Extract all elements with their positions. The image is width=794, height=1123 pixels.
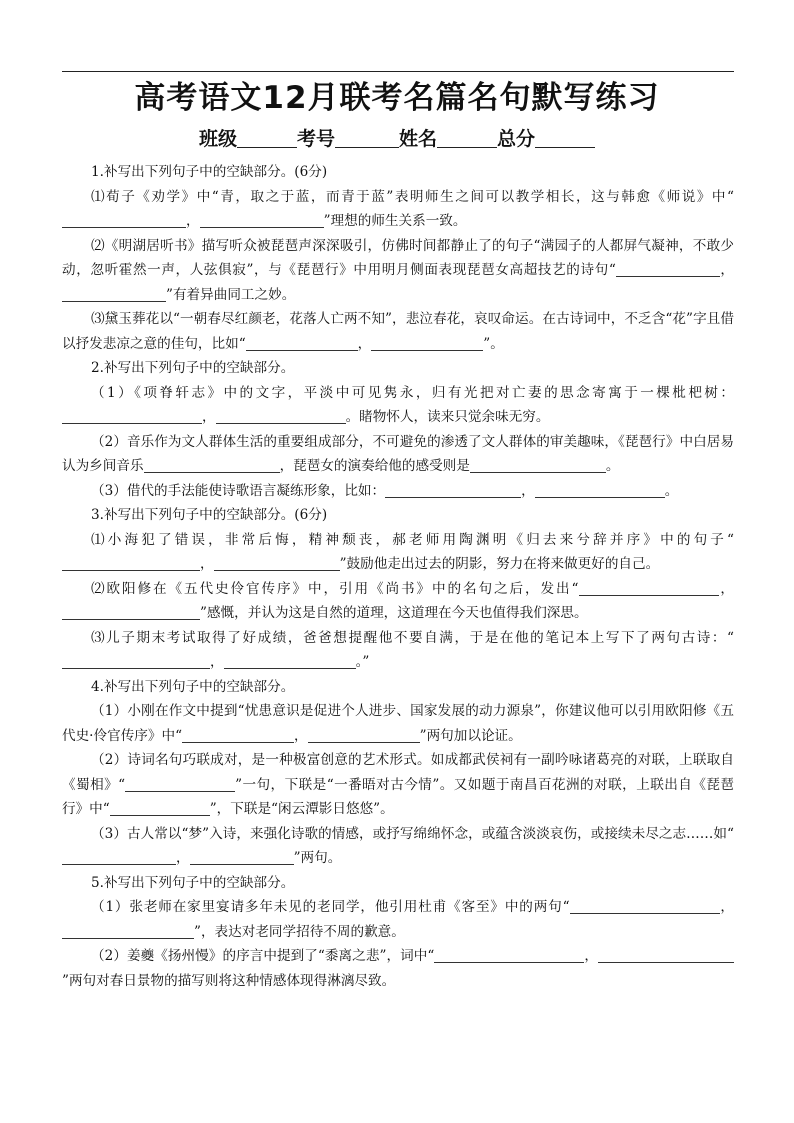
item-text: ， — [176, 850, 190, 866]
answer-blank[interactable] — [62, 554, 200, 571]
question-1-item-2 — [62, 234, 734, 308]
item-text: ⑶黛玉葬花以“一朝春尽红颜老，花落人亡两不知”，悲泣春花，哀叹命运。在古诗词中，不乏含“花”字且借以抒发悲凉之意的佳句，比如“ — [62, 311, 734, 352]
item-text: ， — [202, 409, 216, 425]
item-text: ”理想的师生关系一致。 — [323, 213, 467, 229]
answer-blank[interactable] — [62, 211, 186, 228]
item-text: 。 — [664, 482, 679, 499]
item-text: ， — [719, 899, 734, 915]
question-3-heading: 3.补写出下列句子中的空缺部分。(6分) — [91, 507, 328, 523]
answer-blank[interactable] — [616, 260, 720, 277]
question-2-heading: 2.补写出下列句子中的空缺部分。 — [91, 360, 295, 376]
item-text: ， — [718, 580, 735, 597]
class-label: 班级 — [198, 128, 237, 150]
item-text: （2）姜夔《扬州慢》的序言中提到了“黍离之悲”，词中“ — [91, 948, 435, 964]
question-3-item-3 — [62, 626, 734, 675]
item-text: ， — [200, 556, 214, 572]
question-5-item-2 — [62, 944, 734, 993]
answer-blank[interactable] — [214, 554, 340, 571]
item-text: ， — [294, 727, 308, 744]
top-rule — [62, 71, 734, 72]
question-4-item-3 — [62, 822, 734, 871]
question-2-item-2 — [62, 430, 734, 479]
item-text: ”，下联是“闲云潭影日悠悠”。 — [209, 801, 394, 817]
item-text: ⑵《明湖居听书》描写听众被琵琶声深深吸引，仿佛时间都静止了的句子“满园子的人都屏气凝神，不敢少动，忽听霍然一声，人弦俱寂”，与《琵琶行》中用明月侧面表现琵琶女高超技艺的诗句“ — [62, 237, 734, 278]
question-1-item-1 — [62, 185, 734, 234]
item-text: ”两句加以论证。 — [419, 727, 522, 744]
answer-blank[interactable] — [125, 775, 235, 792]
item-text: （1）《项脊轩志》中的文字，平淡中可见隽永，归有光把对亡妻的思念寄寓于一棵枇杷树： — [91, 384, 734, 401]
item-text: （3）借代的手法能使诗歌语言凝练形象，比如： — [91, 482, 386, 499]
item-text: （2）诗词名句巧联成对，是一种极富创意的艺术形式。如成都武侯祠有一副吟咏诸葛亮的对联，上联取自《蜀相》“ — [62, 752, 734, 793]
answer-blank[interactable] — [535, 481, 665, 498]
item-text: ⑴荀子《劝学》中“青，取之于蓝，而青于蓝”表明师生之间可以教学相长，这与韩愈《师说》中“ — [91, 188, 734, 205]
name-label: 姓名 — [399, 128, 438, 150]
item-text: ”。 — [483, 335, 504, 352]
answer-blank[interactable] — [308, 726, 420, 743]
item-text: 。” — [355, 654, 370, 670]
answer-blank[interactable] — [182, 726, 294, 743]
question-4-item-2 — [62, 748, 734, 822]
answer-blank[interactable] — [110, 799, 210, 816]
answer-blank[interactable] — [246, 334, 358, 351]
question-1-heading: 1.补写出下列句子中的空缺部分。(6分) — [91, 164, 328, 180]
answer-blank[interactable] — [62, 285, 166, 302]
exercise-content — [62, 160, 734, 993]
item-text: ”有着异曲同工之妙。 — [166, 286, 296, 303]
item-text: ， — [357, 335, 372, 352]
answer-blank[interactable] — [570, 897, 720, 914]
item-text: ⑴小海犯了错误，非常后悔，精神颓丧，郝老师用陶渊明《归去来兮辞并序》中的句子“ — [91, 531, 734, 548]
answer-blank[interactable] — [62, 922, 194, 939]
answer-blank[interactable] — [470, 456, 606, 473]
item-text: ”鼓励他走出过去的阴影，努力在将来做更好的自己。 — [339, 556, 660, 572]
question-5-item-1 — [62, 895, 734, 944]
item-text: （2）音乐作为文人群体生活的重要组成部分，不可避免的渗透了文人群体的审美趣味，《琵琶行》中白居易认为乡间音乐 — [62, 433, 734, 474]
question-3-item-2 — [62, 577, 734, 626]
answer-blank[interactable] — [224, 652, 356, 669]
item-text: ， — [719, 262, 735, 278]
item-text: ⑵欧阳修在《五代史伶官传序》中，引用《尚书》中的名句之后，发出“ — [91, 580, 579, 597]
total-blank[interactable] — [535, 127, 595, 148]
item-text: ， — [186, 213, 200, 229]
item-text: ”一句，下联是“一番晤对古今情”。又如题于南昌百花洲的对联，上联出自《琵琶行》中“ — [62, 776, 734, 817]
question-5-heading: 5.补写出下列句子中的空缺部分。 — [91, 874, 295, 891]
item-text: ，琵琶女的演奏给他的感受则是 — [279, 458, 470, 474]
item-text: （1）张老师在家里宴请多年未见的老同学，他引用杜甫《客至》中的两句“ — [91, 899, 570, 915]
answer-blank[interactable] — [385, 481, 521, 498]
item-text: ， — [210, 654, 224, 670]
item-text: ⑶儿子期末考试取得了好成绩，爸爸想提醒他不要自满，于是在他的笔记本上写下了两句古诗：“ — [91, 629, 734, 646]
question-3-item-1 — [62, 528, 734, 577]
question-4-heading: 4.补写出下列句子中的空缺部分。 — [91, 678, 295, 695]
name-blank[interactable] — [437, 127, 497, 148]
question-1-item-3 — [62, 307, 734, 356]
item-text: ”两句对春日景物的描写则将这种情感体现得淋漓尽致。 — [62, 972, 396, 989]
exam-no-blank[interactable] — [335, 127, 399, 148]
item-text: ”两句。 — [293, 850, 342, 866]
answer-blank[interactable] — [62, 652, 210, 669]
exam-no-label: 考号 — [296, 128, 335, 150]
answer-blank[interactable] — [190, 848, 294, 865]
question-4-item-1 — [62, 699, 734, 748]
item-text: ， — [584, 948, 598, 964]
answer-blank[interactable] — [200, 211, 324, 228]
class-blank[interactable] — [237, 127, 297, 148]
question-2-item-3 — [62, 479, 734, 504]
item-text: （1）小刚在作文中提到“忧患意识是促进个人进步、国家发展的动力源泉”，你建议他可以引用欧阳修《五代史·伶官传序》中“ — [62, 703, 734, 744]
answer-blank[interactable] — [144, 456, 280, 473]
page-title: 高考语文12月联考名篇名句默写练习 — [134, 80, 660, 116]
answer-blank[interactable] — [598, 946, 734, 963]
student-info-line — [0, 126, 794, 152]
question-2-item-1 — [62, 381, 734, 430]
item-text: ”感慨，并认为这是自然的道理，这道理在今天也值得我们深思。 — [200, 605, 588, 621]
answer-blank[interactable] — [579, 579, 719, 596]
item-text: ， — [521, 482, 535, 499]
item-text: ”，表达对老同学招待不周的歉意。 — [194, 923, 405, 940]
answer-blank[interactable] — [216, 407, 346, 424]
total-label: 总分 — [497, 128, 536, 150]
item-text: （3）古人常以“梦”入诗，来强化诗歌的情感，或抒写绵绵怀念，或蕴含淡淡哀伤，或接续未尽之志……如“ — [91, 825, 734, 842]
answer-blank[interactable] — [434, 946, 584, 963]
item-text: 。睹物怀人，读来只觉余味无穷。 — [345, 409, 550, 425]
answer-blank[interactable] — [371, 334, 483, 351]
item-text: 。 — [605, 458, 620, 474]
answer-blank[interactable] — [62, 407, 202, 424]
answer-blank[interactable] — [62, 848, 176, 865]
answer-blank[interactable] — [62, 603, 200, 620]
